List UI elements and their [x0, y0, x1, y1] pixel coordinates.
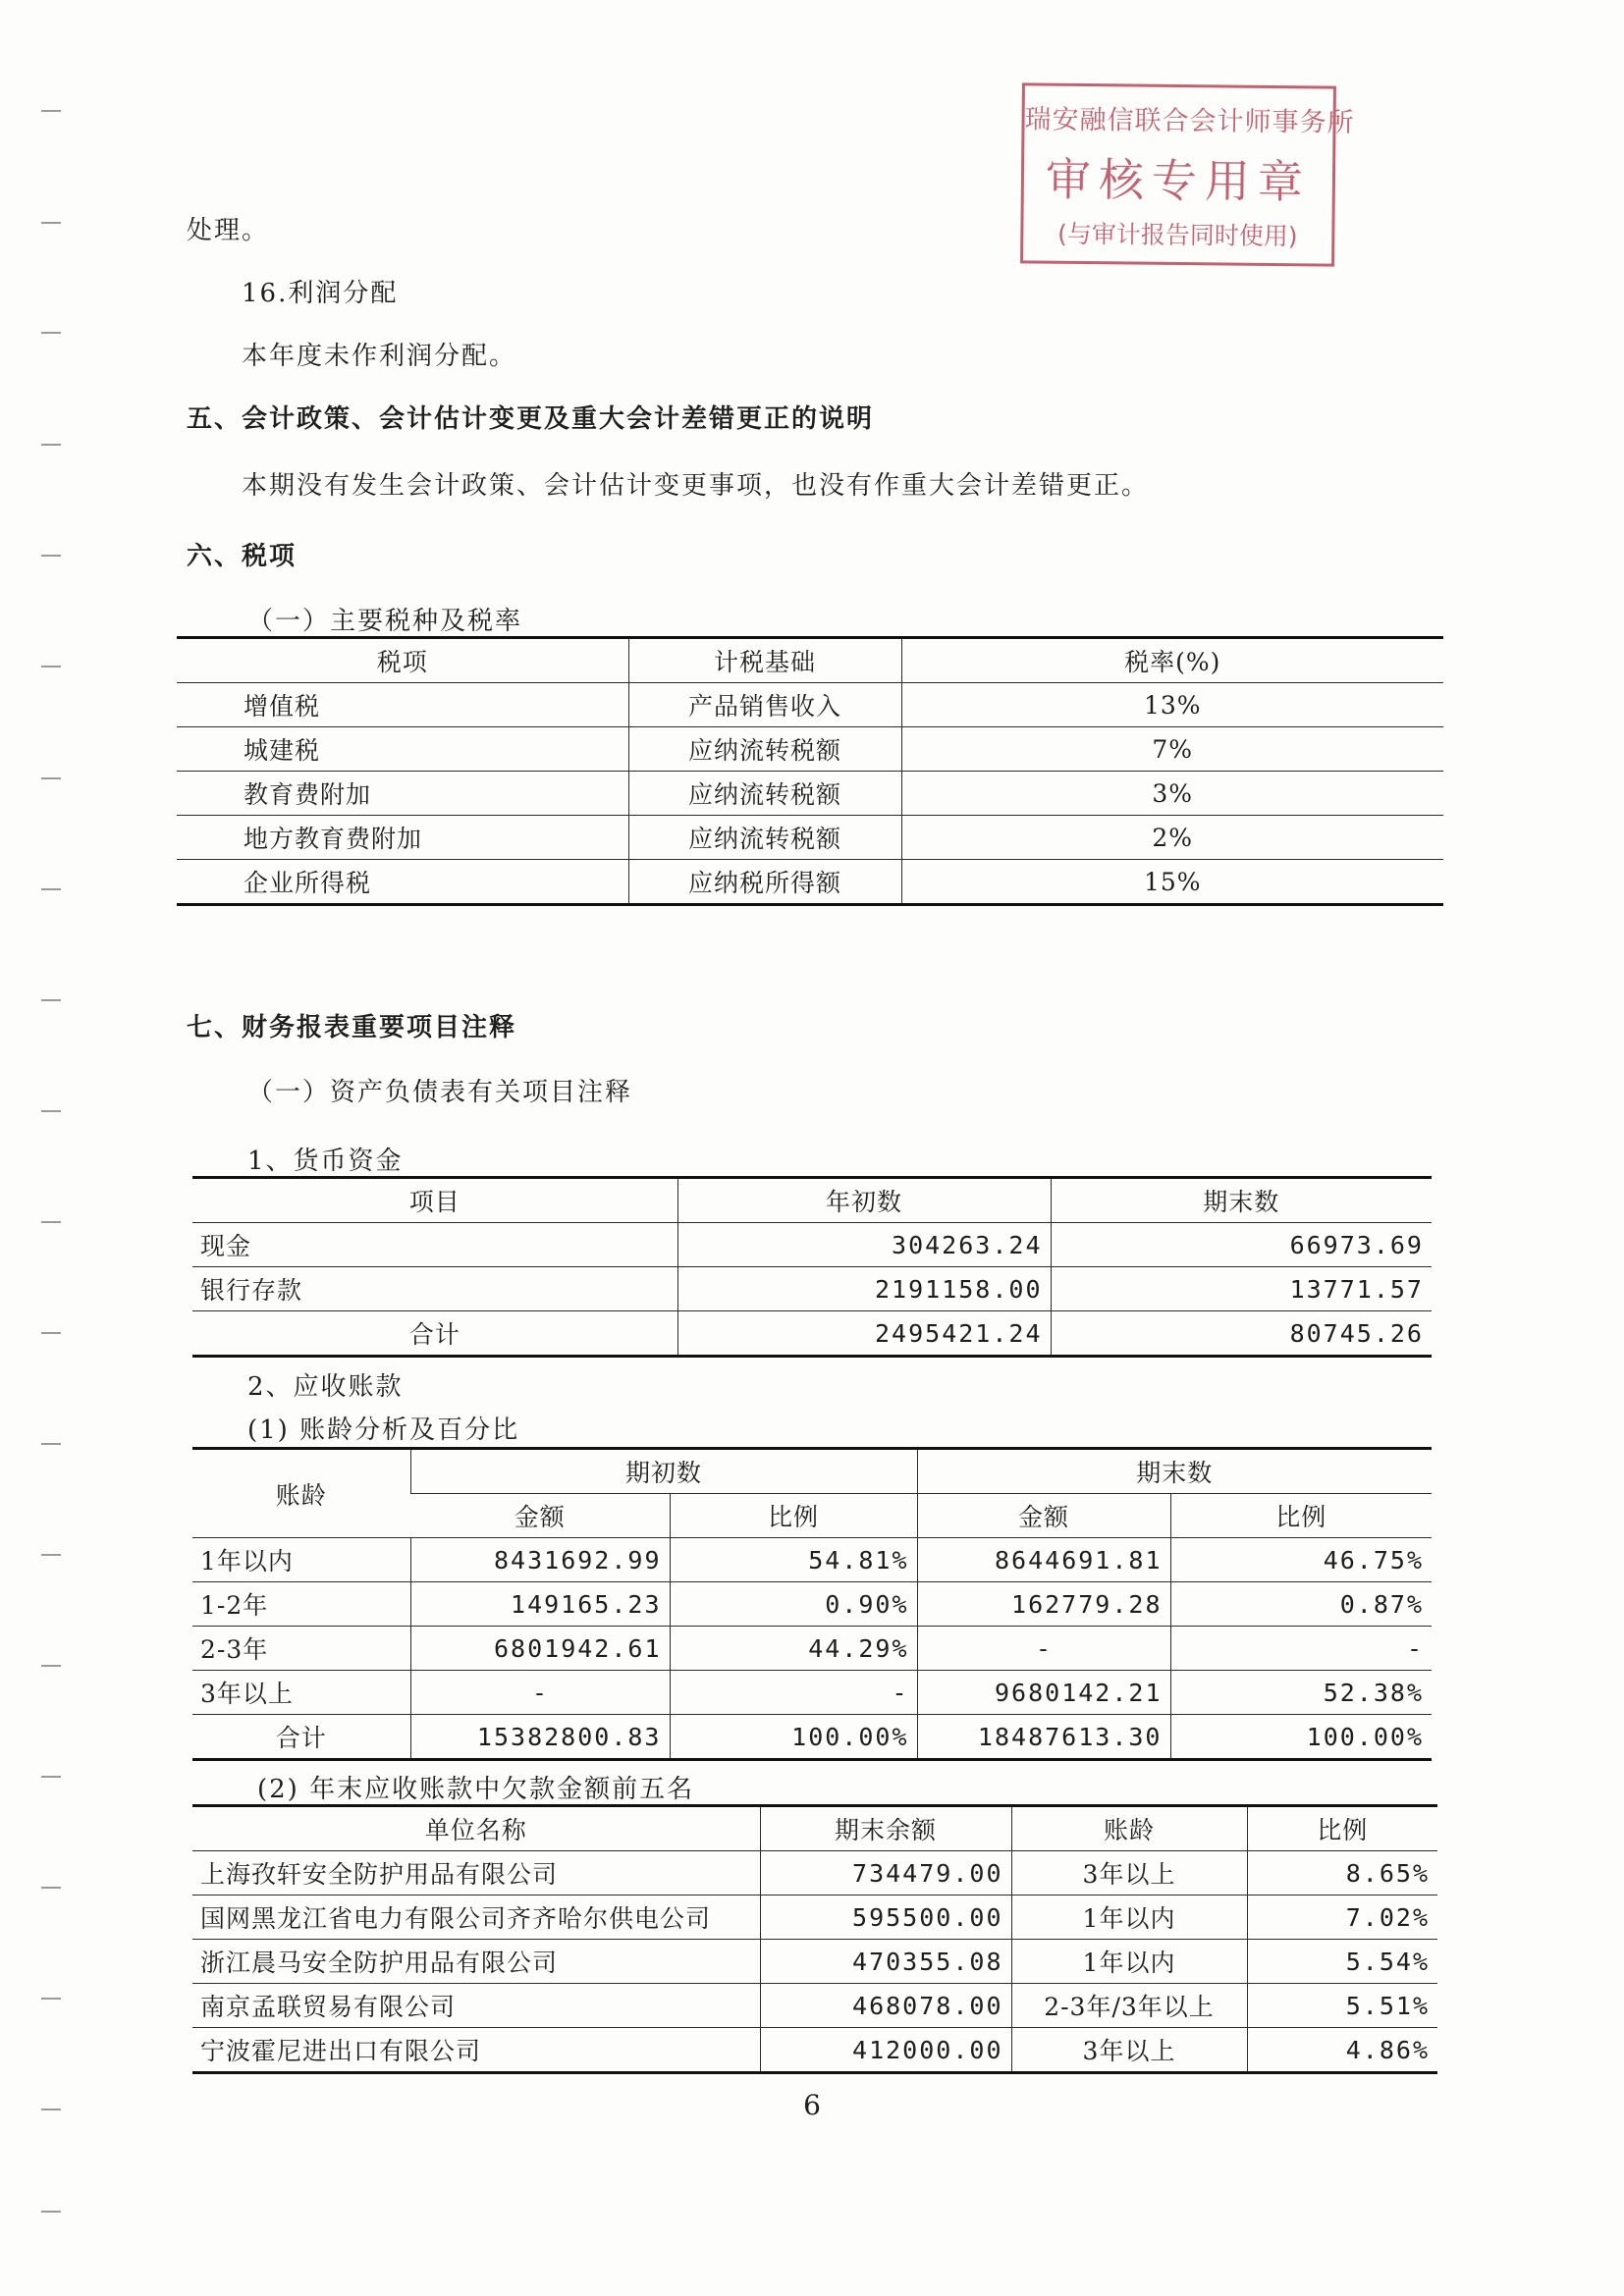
- closing-amount: 9680142.21: [917, 1671, 1170, 1715]
- table-header: 金额: [917, 1494, 1170, 1538]
- margin-tick: [41, 1443, 61, 1445]
- opening-amount: 8431692.99: [410, 1538, 670, 1582]
- subheading-tax-types: （一）主要税种及税率: [247, 607, 523, 636]
- opening-ratio: 44.29%: [670, 1627, 917, 1671]
- top-five-debtors-table: [192, 1804, 1437, 2074]
- margin-tick: [41, 666, 61, 667]
- table-header: 账龄: [192, 1449, 410, 1538]
- age: 3年以上: [1011, 2028, 1247, 2073]
- debtor-name: 南京孟联贸易有限公司: [192, 1984, 760, 2028]
- tax-basis: 产品销售收入: [628, 683, 901, 727]
- margin-tick: [41, 444, 61, 446]
- table-row: [192, 1538, 1432, 1582]
- stamp-title: 审核专用章: [1045, 152, 1312, 209]
- table-header: 期末数: [1051, 1178, 1432, 1223]
- margin-tick: [41, 1665, 61, 1667]
- tax-rate: 7%: [901, 727, 1443, 772]
- table-row: [192, 1671, 1432, 1715]
- item-name: 银行存款: [192, 1267, 677, 1311]
- margin-tick: [41, 999, 61, 1001]
- ratio: 7.02%: [1247, 1896, 1437, 1940]
- margin-tick: [41, 888, 61, 890]
- table-header: 税项: [177, 638, 628, 683]
- opening-balance: 304263.24: [677, 1223, 1051, 1267]
- opening-amount: 149165.23: [410, 1582, 670, 1627]
- item-name: 合计: [192, 1311, 677, 1357]
- margin-tick: [41, 2211, 61, 2213]
- table-row: [177, 816, 1443, 860]
- subheading-aging-analysis: (1) 账龄分析及百分比: [247, 1415, 520, 1445]
- closing-balance: 595500.00: [760, 1896, 1011, 1940]
- closing-amount: -: [917, 1627, 1170, 1671]
- table-row: [192, 1940, 1437, 1984]
- closing-ratio: 46.75%: [1170, 1538, 1432, 1582]
- closing-ratio: 0.87%: [1170, 1582, 1432, 1627]
- age-bucket: 3年以上: [192, 1671, 410, 1715]
- tax-name: 企业所得税: [177, 860, 628, 905]
- tax-name: 地方教育费附加: [177, 816, 628, 860]
- table-row: [177, 683, 1443, 727]
- table-header: 比例: [1247, 1806, 1437, 1851]
- table-row: [192, 1267, 1432, 1311]
- margin-tick: [41, 1554, 61, 1556]
- receivables-aging-table: [192, 1447, 1432, 1761]
- ratio: 8.65%: [1247, 1851, 1437, 1896]
- margin-tick: [41, 1998, 61, 2000]
- ratio: 5.51%: [1247, 1984, 1437, 2028]
- opening-ratio: 54.81%: [670, 1538, 917, 1582]
- margin-tick: [41, 1332, 61, 1334]
- tax-name: 教育费附加: [177, 772, 628, 816]
- subheading-monetary-funds: 1、货币资金: [247, 1147, 404, 1176]
- table-header: 比例: [670, 1494, 917, 1538]
- table-row: [192, 1896, 1437, 1940]
- age: 3年以上: [1011, 1851, 1247, 1896]
- closing-balance: 470355.08: [760, 1940, 1011, 1984]
- monetary-funds-table: [192, 1176, 1432, 1358]
- opening-ratio: 100.00%: [670, 1715, 917, 1760]
- opening-balance: 2191158.00: [677, 1267, 1051, 1311]
- table-row: [177, 772, 1443, 816]
- table-row: [177, 860, 1443, 905]
- tax-rate: 2%: [901, 816, 1443, 860]
- margin-tick: [41, 1776, 61, 1778]
- table-row: [192, 2028, 1437, 2073]
- ratio: 4.86%: [1247, 2028, 1437, 2073]
- age-bucket: 合计: [192, 1715, 410, 1760]
- age: 1年以内: [1011, 1896, 1247, 1940]
- paragraph-continuation: 处理。: [187, 216, 270, 245]
- table-header: 年初数: [677, 1178, 1051, 1223]
- age: 2-3年/3年以上: [1011, 1984, 1247, 2028]
- subheading-top-five: (2) 年末应收账款中欠款金额前五名: [257, 1775, 695, 1804]
- table-header: 账龄: [1011, 1806, 1247, 1851]
- subheading-balance-sheet-notes: （一）资产负债表有关项目注释: [247, 1078, 633, 1107]
- table-header: 项目: [192, 1178, 677, 1223]
- paragraph-profit-distribution: 本年度未作利润分配。: [242, 342, 517, 371]
- closing-amount: 8644691.81: [917, 1538, 1170, 1582]
- tax-basis: 应纳流转税额: [628, 727, 901, 772]
- table-header: 比例: [1170, 1494, 1432, 1538]
- age-bucket: 1年以内: [192, 1538, 410, 1582]
- table-header: 单位名称: [192, 1806, 760, 1851]
- closing-amount: 162779.28: [917, 1582, 1170, 1627]
- tax-rate: 15%: [901, 860, 1443, 905]
- opening-balance: 2495421.24: [677, 1311, 1051, 1357]
- tax-rate: 13%: [901, 683, 1443, 727]
- age-bucket: 1-2年: [192, 1582, 410, 1627]
- table-row: [192, 1223, 1432, 1267]
- closing-ratio: -: [1170, 1627, 1432, 1671]
- opening-amount: 6801942.61: [410, 1627, 670, 1671]
- closing-ratio: 100.00%: [1170, 1715, 1432, 1760]
- table-row: [192, 1582, 1432, 1627]
- table-header: 期初数: [410, 1449, 917, 1494]
- table-row: [192, 1715, 1432, 1760]
- table-header: 金额: [410, 1494, 670, 1538]
- item-name: 现金: [192, 1223, 677, 1267]
- table-row: [192, 1984, 1437, 2028]
- closing-balance: 412000.00: [760, 2028, 1011, 2073]
- margin-tick: [41, 110, 61, 112]
- debtor-name: 浙江晨马安全防护用品有限公司: [192, 1940, 760, 1984]
- stamp-note: (与审计报告同时使用): [1056, 219, 1298, 251]
- opening-amount: -: [410, 1671, 670, 1715]
- margin-tick: [41, 1221, 61, 1223]
- table-header: 计税基础: [628, 638, 901, 683]
- opening-ratio: -: [670, 1671, 917, 1715]
- section-heading-7: 七、财务报表重要项目注释: [187, 1013, 517, 1042]
- opening-amount: 15382800.83: [410, 1715, 670, 1760]
- margin-tick: [41, 332, 61, 334]
- subheading-receivables: 2、应收账款: [247, 1372, 404, 1402]
- tax-rate: 3%: [901, 772, 1443, 816]
- margin-tick: [41, 1110, 61, 1112]
- margin-tick: [41, 777, 61, 779]
- table-row: [192, 1851, 1437, 1896]
- margin-tick: [41, 1887, 61, 1889]
- debtor-name: 国网黑龙江省电力有限公司齐齐哈尔供电公司: [192, 1896, 760, 1940]
- section-heading-5: 五、会计政策、会计估计变更及重大会计差错更正的说明: [187, 404, 875, 434]
- table-row: [177, 727, 1443, 772]
- closing-balance: 66973.69: [1051, 1223, 1432, 1267]
- tax-basis: 应纳流转税额: [628, 816, 901, 860]
- table-row: [192, 1627, 1432, 1671]
- debtor-name: 上海孜轩安全防护用品有限公司: [192, 1851, 760, 1896]
- margin-tick: [41, 555, 61, 557]
- tax-rate-table: [177, 636, 1443, 906]
- ratio: 5.54%: [1247, 1940, 1437, 1984]
- table-header: 税率(%): [901, 638, 1443, 683]
- tax-basis: 应纳流转税额: [628, 772, 901, 816]
- section-heading-6: 六、税项: [187, 542, 298, 571]
- page-number: 6: [803, 2089, 821, 2121]
- table-header: 期末数: [917, 1449, 1432, 1494]
- tax-basis: 应纳税所得额: [628, 860, 901, 905]
- age: 1年以内: [1011, 1940, 1247, 1984]
- tax-name: 增值税: [177, 683, 628, 727]
- table-row: [192, 1311, 1432, 1357]
- debtor-name: 宁波霍尼进出口有限公司: [192, 2028, 760, 2073]
- table-header: 期末余额: [760, 1806, 1011, 1851]
- closing-balance: 13771.57: [1051, 1267, 1432, 1311]
- section-profit-distribution: 16.利润分配: [242, 279, 399, 308]
- closing-amount: 18487613.30: [917, 1715, 1170, 1760]
- closing-balance: 468078.00: [760, 1984, 1011, 2028]
- audit-stamp: [1020, 82, 1355, 266]
- margin-tick: [41, 222, 61, 224]
- closing-balance: 80745.26: [1051, 1311, 1432, 1357]
- stamp-firm-name: 瑞安融信联合会计师事务所: [1024, 104, 1355, 138]
- closing-balance: 734479.00: [760, 1851, 1011, 1896]
- closing-ratio: 52.38%: [1170, 1671, 1432, 1715]
- paragraph-policy-change: 本期没有发生会计政策、会计估计变更事项，也没有作重大会计差错更正。: [242, 471, 1150, 501]
- age-bucket: 2-3年: [192, 1627, 410, 1671]
- opening-ratio: 0.90%: [670, 1582, 917, 1627]
- tax-name: 城建税: [177, 727, 628, 772]
